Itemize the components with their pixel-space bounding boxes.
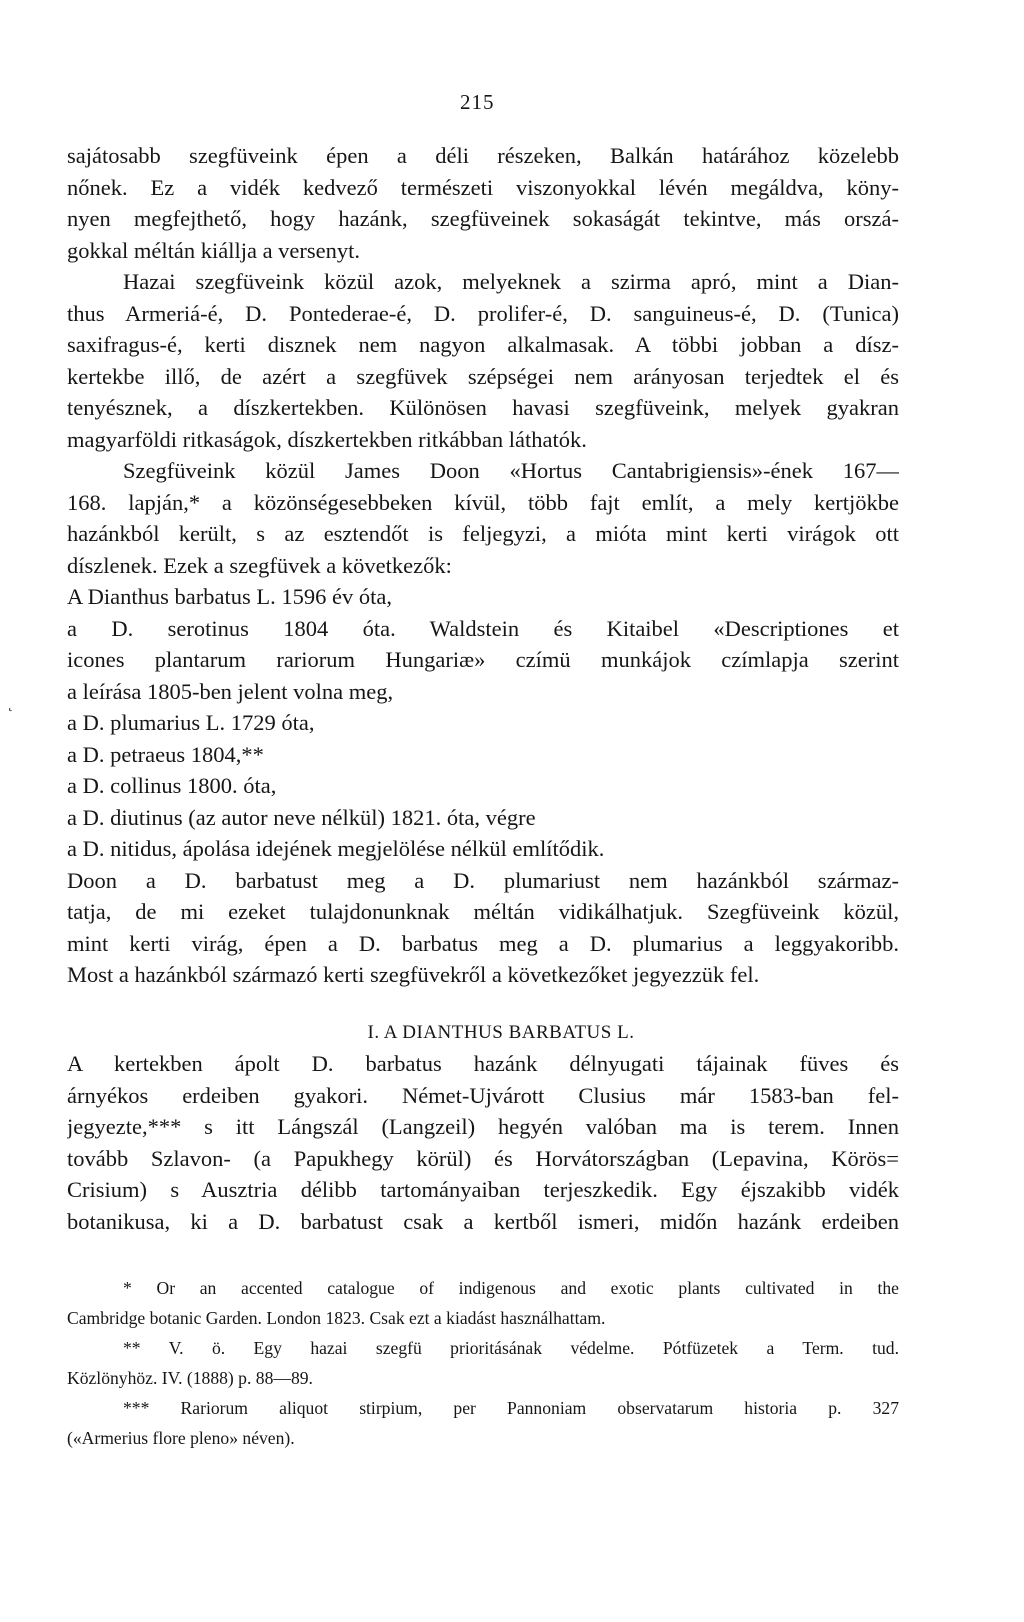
text-line: magyarföldi ritkaságok, díszkertekben ritkábban láthatók. — [67, 426, 587, 452]
text-line: sajátosabb szegfüveink épen a déli részeken, Balkán határához közelebb — [67, 143, 899, 168]
text-line: icones plantarum rariorum Hungariæ» czímü munkájok czímlapja szerint — [67, 647, 899, 672]
footnote-line: Cambridge botanic Garden. London 1823. Csak ezt a kiadást használhattam. — [67, 1308, 606, 1328]
spacer — [67, 991, 899, 1017]
text-line: kertekbe illő, de azért a szegfüvek szépségei nem arányosan terjedtek el és — [67, 363, 899, 389]
spacer — [67, 1237, 899, 1273]
text-line: nyen megfejthető, hogy hazánk, szegfüveinek sokaságát tekintve, más orszá- — [67, 206, 899, 231]
text-line: nőnek. Ez a vidék kedvező természeti viszonyokkal lévén megáldva, köny- — [67, 174, 899, 200]
text-line: Doon a D. barbatust meg a D. plumariust nem hazánkból származ- — [67, 867, 899, 893]
text-line: thus Armeriá-é, D. Pontederae-é, D. prolifer-é, D. sanguineus-é, D. (Tunica) — [67, 300, 899, 326]
text-line: tenyésznek, a díszkertekben. Különösen havasi szegfüveink, melyek gyakran — [67, 395, 899, 420]
text-line: 168. lapján,* a közönségesebbeken kívül, több fajt említ, a mely kertjökbe — [67, 489, 899, 515]
list-item: a D. plumarius L. 1729 óta, — [67, 710, 315, 735]
text-line: Most a hazánkból származó kerti szegfüvekről a következőket jegyezzük fel. — [67, 962, 760, 987]
footnote-line: Közlönyhöz. IV. (1888) p. 88—89. — [67, 1368, 313, 1388]
text-line: díszlenek. Ezek a szegfüvek a következők: — [67, 552, 452, 578]
text-line: Hazai szegfüveink közül azok, melyeknek a szirma apró, mint a Dian- — [123, 269, 899, 294]
list-item: a D. diutinus (az autor neve nélkül) 1821. óta, végre — [67, 804, 536, 830]
text-line: hazánkból került, s az esztendőt is feljegyzi, a mióta mint kerti virágok ott — [67, 521, 899, 546]
text-line: tovább Szlavon- (a Papukhegy körül) és Horvátországban (Lepavina, Körös= — [67, 1145, 899, 1171]
footnote-line: («Armerius flore pleno» néven). — [67, 1428, 295, 1448]
text-line: jegyezte,*** s itt Lángszál (Langzeil) hegyén valóban ma is terem. Innen — [67, 1114, 899, 1139]
list-item: a D. serotinus 1804 óta. Waldstein és Kitaibel «Descriptiones et — [67, 615, 899, 641]
text-line: Crisium) s Ausztria délibb tartományaiban terjeszkedik. Egy éjszakibb vidék — [67, 1177, 899, 1202]
text-line: a leírása 1805-ben jelent volna meg, — [67, 678, 394, 704]
footnote-line: ** V. ö. Egy hazai szegfü prioritásának védelme. Pótfüzetek a Term. tud. — [123, 1338, 899, 1358]
text-line: saxifragus-é, kerti disznek nem nagyon alkalmasak. A többi jobban a dísz- — [67, 332, 899, 357]
text-line: gokkal méltán kiállja a versenyt. — [67, 237, 361, 263]
text-line: Szegfüveink közül James Doon «Hortus Cantabrigiensis»-ének 167— — [123, 458, 899, 483]
section-heading: I. A DIANTHUS BARBATUS L. — [367, 1021, 635, 1043]
text-line: árnyékos erdeiben gyakori. Német-Ujvárott Clusius már 1583-ban fel- — [67, 1082, 899, 1108]
list-item: a D. collinus 1800. óta, — [67, 773, 277, 798]
footnote-line: * Or an accented catalogue of indigenous and exotic plants cultivated in the — [123, 1278, 899, 1298]
list-item: A Dianthus barbatus L. 1596 év óta, — [67, 584, 392, 609]
text-line: botanikusa, ki a D. barbatust csak a kertből ismeri, midőn hazánk erdeiben — [67, 1208, 899, 1234]
body-text — [67, 140, 899, 1453]
margin-mark: ˛ — [8, 695, 14, 712]
list-item: a D. nitidus, ápolása idejének megjelölése nélkül említődik. — [67, 836, 605, 861]
text-line: mint kerti virág, épen a D. barbatus meg a D. plumarius a leggyakoribb. — [67, 930, 899, 956]
page-number: 215 — [460, 90, 495, 114]
list-item: a D. petraeus 1804,** — [67, 741, 264, 767]
text-line: A kertekben ápolt D. barbatus hazánk délnyugati tájainak füves és — [67, 1051, 899, 1076]
text-line: tatja, de mi ezeket tulajdonunknak méltán vidikálhatjuk. Szegfüveink közül, — [67, 899, 899, 924]
footnote-line: *** Rariorum aliquot stirpium, per Pannoniam observatarum historia p. 327 — [123, 1398, 899, 1418]
